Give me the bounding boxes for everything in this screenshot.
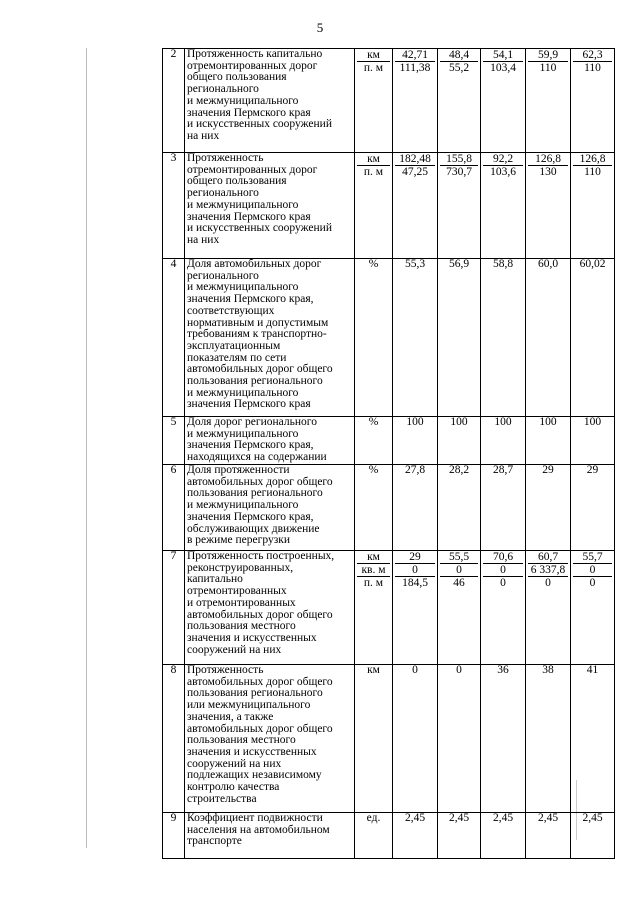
value-text: 60,0 (537, 258, 559, 270)
value-cell (393, 417, 438, 465)
value-cell (438, 153, 481, 259)
value-text: 28,2 (448, 464, 470, 476)
value-text: 29 (542, 464, 554, 476)
unit-label: кв. м (357, 564, 390, 577)
value-text: 130 (539, 166, 557, 178)
value-text: 59,9 (528, 49, 568, 62)
unit-cell (355, 665, 393, 813)
value-text: 62,3 (573, 49, 612, 62)
value-text: 730,7 (446, 166, 472, 178)
table-row (163, 153, 615, 259)
value-cell (393, 49, 438, 153)
value-text: 0 (440, 564, 478, 577)
value-text: 47,25 (402, 166, 428, 178)
value-cell (481, 49, 526, 153)
table-row (163, 259, 615, 417)
value-text: 70,6 (483, 551, 523, 564)
value-text: 28,7 (492, 464, 514, 476)
indicator-description: Протяженность построенных, реконструированных, капитально отремонтированных и отремонтированных автомобильных дорог общего пользования местного значения и искусственных сооружений на них (185, 551, 355, 665)
value-text: 55,3 (404, 258, 426, 270)
value-text: 100 (539, 416, 557, 428)
margin-line (86, 48, 87, 848)
value-text: 55,5 (440, 551, 478, 564)
value-text: 100 (494, 416, 512, 428)
value-text: 100 (406, 416, 424, 428)
indicator-description: Протяженность автомобильных дорог общего пользования регионального или межмуниципального значения, а также автомобильных дорог общего пользования местного значения и искусственных сооружений на них подлежащих независимому контролю качества строительства (185, 665, 355, 813)
value-text: 110 (584, 62, 601, 74)
value-cell (571, 153, 615, 259)
value-text: 29 (586, 464, 599, 476)
value-text: 29 (395, 551, 435, 564)
value-text: 54,1 (483, 49, 523, 62)
value-cell (393, 665, 438, 813)
unit-label: п. м (363, 62, 384, 74)
table-row (163, 465, 615, 551)
unit-cell (355, 49, 393, 153)
value-text: 184,5 (402, 577, 428, 589)
indicator-description: Доля автомобильных дорог регионального и межмуниципального значения Пермского края, соответствующих нормативным и допустимым требованиям к транспортно- эксплуатационным показателям по сети автомобильных дорог общего пользования регионального и межмуниципального значения Пермского края (185, 259, 355, 417)
value-text: 126,8 (528, 153, 568, 166)
value-text: 0 (500, 577, 506, 589)
value-text: 46 (453, 577, 465, 589)
unit-label: км (357, 49, 390, 62)
value-cell (481, 417, 526, 465)
unit-cell (355, 465, 393, 551)
table-row (163, 813, 615, 859)
value-cell (438, 551, 481, 665)
value-cell (526, 813, 571, 859)
value-cell (526, 465, 571, 551)
row-number: 5 (163, 417, 185, 465)
value-cell (571, 259, 615, 417)
row-number: 7 (163, 551, 185, 665)
value-text: 92,2 (483, 153, 523, 166)
value-text: 41 (586, 664, 599, 676)
table-row (163, 551, 615, 665)
value-text: 27,8 (404, 464, 426, 476)
value-text: 155,8 (440, 153, 478, 166)
value-cell (438, 813, 481, 859)
unit-cell (355, 259, 393, 417)
row-number: 2 (163, 49, 185, 153)
row-number: 9 (163, 813, 185, 859)
value-cell (571, 417, 615, 465)
unit-cell (355, 551, 393, 665)
indicator-description: Протяженность капитально отремонтированных дорог общего пользования регионального и межмуниципального значения Пермского края и искусственных сооружений на них (185, 49, 355, 153)
value-text: 0 (573, 564, 612, 577)
unit-label: п. м (363, 577, 384, 589)
value-text: 2,45 (492, 812, 514, 824)
row-number: 3 (163, 153, 185, 259)
value-cell (438, 259, 481, 417)
value-cell (571, 665, 615, 813)
value-text: 55,2 (448, 62, 470, 74)
table-row (163, 49, 615, 153)
value-text: 36 (497, 664, 509, 676)
value-text: 0 (456, 664, 462, 676)
value-text: 2,45 (404, 812, 426, 824)
value-cell (571, 551, 615, 665)
value-text: 60,7 (528, 551, 568, 564)
value-cell (526, 259, 571, 417)
value-text: 42,71 (395, 49, 435, 62)
row-number: 4 (163, 259, 185, 417)
value-text: 100 (450, 416, 468, 428)
value-cell (438, 665, 481, 813)
value-cell (526, 49, 571, 153)
value-cell (438, 417, 481, 465)
value-text: 38 (542, 664, 554, 676)
value-text: 0 (589, 577, 596, 589)
value-text: 0 (412, 664, 418, 676)
value-cell (526, 551, 571, 665)
value-text: 58,8 (492, 258, 514, 270)
value-text: 6 337,8 (528, 564, 568, 577)
unit-label: ед. (366, 812, 381, 824)
row-number: 8 (163, 665, 185, 813)
unit-cell (355, 417, 393, 465)
value-text: 111,38 (399, 62, 431, 74)
unit-cell (355, 153, 393, 259)
unit-label: % (368, 464, 379, 476)
value-cell (438, 49, 481, 153)
value-text: 110 (539, 62, 557, 74)
unit-label: км (357, 153, 390, 166)
value-cell (393, 813, 438, 859)
value-cell (481, 259, 526, 417)
value-text: 2,45 (537, 812, 559, 824)
value-cell (438, 465, 481, 551)
value-cell (526, 153, 571, 259)
value-cell (481, 465, 526, 551)
indicator-description: Протяженность отремонтированных дорог общего пользования регионального и межмуниципального значения Пермского края и искусственных сооружений на них (185, 153, 355, 259)
value-cell (393, 465, 438, 551)
value-text: 103,4 (490, 62, 516, 74)
unit-label: км (367, 664, 380, 676)
value-cell (571, 49, 615, 153)
value-cell (526, 665, 571, 813)
unit-label: км (357, 551, 390, 564)
value-cell (526, 417, 571, 465)
table-row (163, 417, 615, 465)
value-text: 55,7 (573, 551, 612, 564)
value-cell (481, 813, 526, 859)
row-number: 6 (163, 465, 185, 551)
unit-label: п. м (363, 166, 384, 178)
value-text: 2,45 (582, 812, 603, 824)
value-cell (481, 551, 526, 665)
value-text: 100 (583, 416, 602, 428)
indicator-description: Доля дорог регионального и межмуниципального значения Пермского края, находящихся на содержании (185, 417, 355, 465)
unit-cell (355, 813, 393, 859)
value-cell (481, 665, 526, 813)
value-cell (393, 153, 438, 259)
value-cell (571, 813, 615, 859)
value-text: 2,45 (448, 812, 470, 824)
unit-label: % (368, 416, 379, 428)
unit-label: % (368, 258, 379, 270)
indicators-table (162, 48, 615, 859)
indicator-description: Коэффициент подвижности населения на автомобильном транспорте (185, 813, 355, 859)
value-cell (481, 153, 526, 259)
value-cell (571, 465, 615, 551)
table-row (163, 665, 615, 813)
value-text: 0 (395, 564, 435, 577)
page-number: 5 (316, 20, 324, 35)
value-text: 0 (545, 577, 551, 589)
value-cell (393, 551, 438, 665)
value-text: 182,48 (395, 153, 435, 166)
value-cell (393, 259, 438, 417)
value-text: 126,8 (573, 153, 612, 166)
value-text: 103,6 (490, 166, 516, 178)
value-text: 48,4 (440, 49, 478, 62)
value-text: 60,02 (579, 258, 606, 270)
value-text: 0 (483, 564, 523, 577)
value-text: 56,9 (448, 258, 470, 270)
value-text: 110 (584, 166, 601, 178)
indicator-description: Доля протяженности автомобильных дорог общего пользования регионального и межмуниципального значения Пермского края, обслуживающих движение в режиме перегрузки (185, 465, 355, 551)
